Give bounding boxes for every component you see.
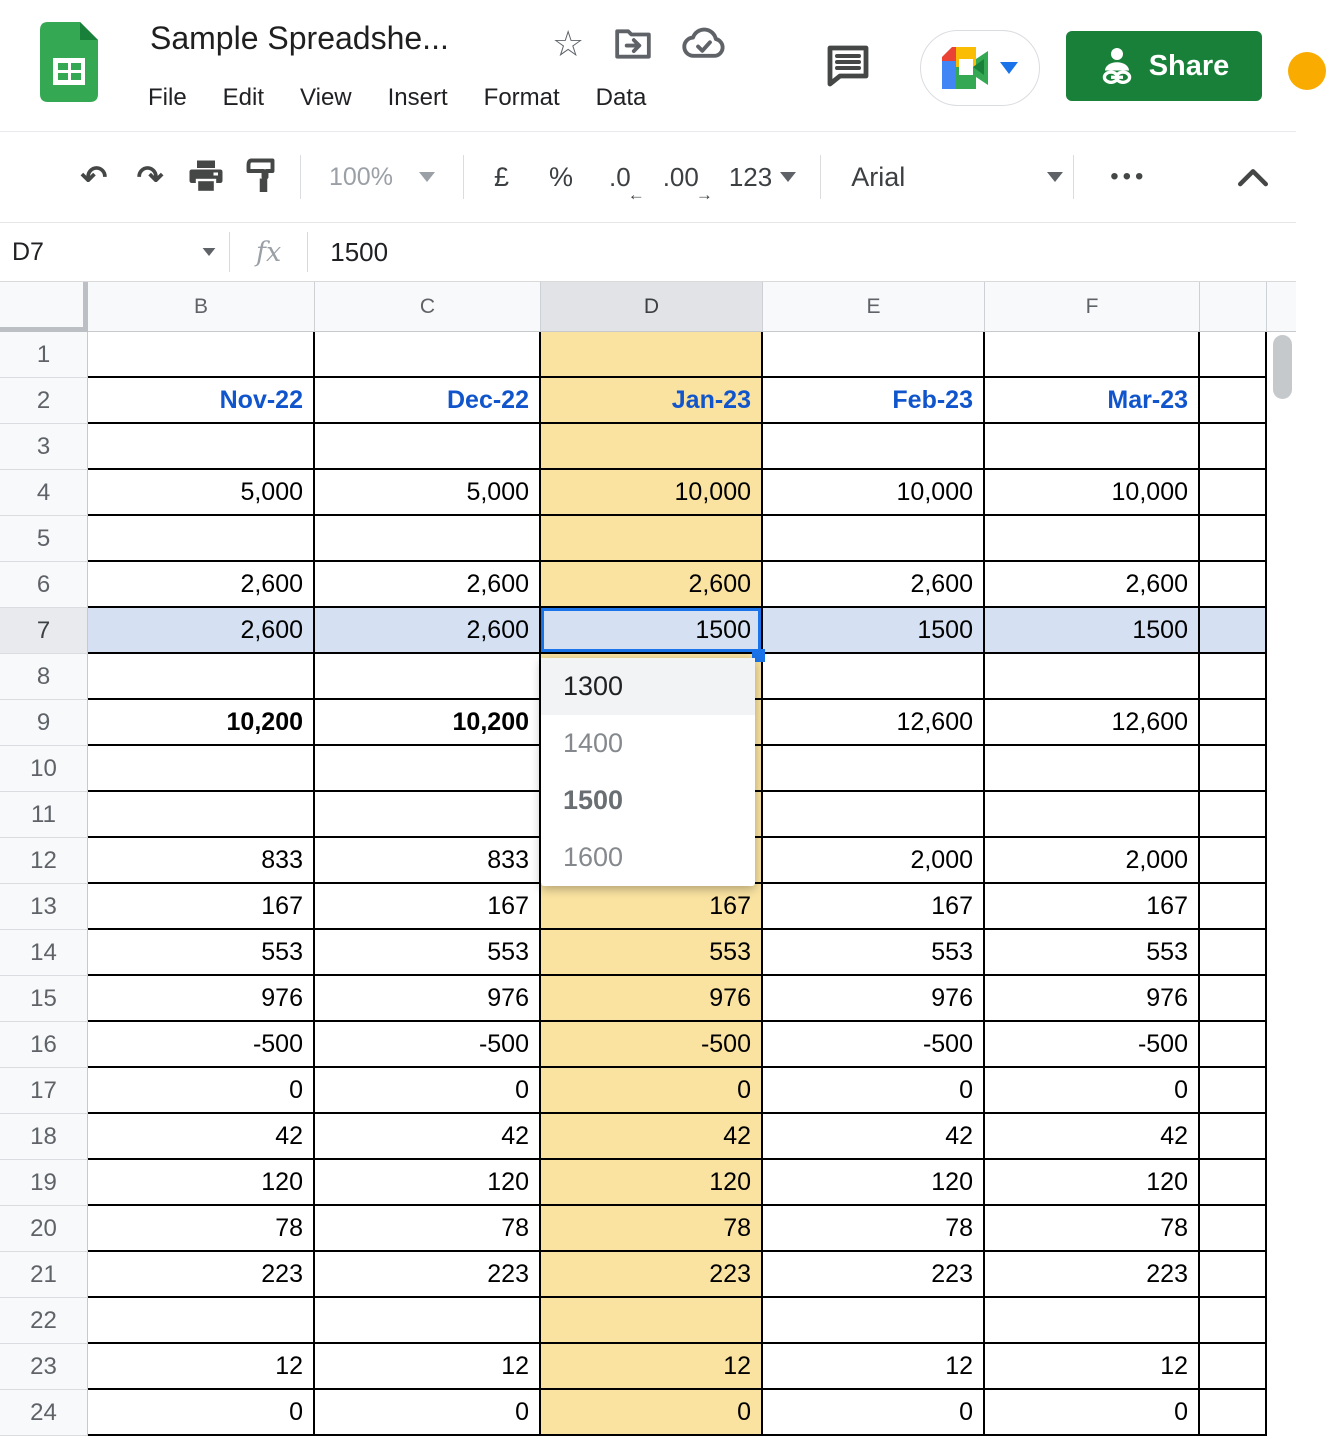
select-all-corner[interactable] [0, 282, 88, 332]
cell-B21[interactable]: 223 [88, 1252, 315, 1298]
cell-G14[interactable] [1200, 930, 1267, 976]
grid-row-3 [0, 424, 1296, 470]
cell-C13[interactable]: 167 [315, 884, 541, 930]
chevron-up-icon [1236, 166, 1270, 188]
star-icon[interactable]: ☆ [552, 23, 585, 64]
grid-row-17 [0, 1068, 1296, 1114]
row-header-18[interactable]: 18 [0, 1114, 88, 1160]
cell-C19[interactable]: 120 [315, 1160, 541, 1206]
cell-G2[interactable] [1200, 378, 1267, 424]
grid-row-15 [0, 976, 1296, 1022]
cell-F2[interactable]: Mar-23 [985, 378, 1200, 424]
grid-row-1 [0, 332, 1296, 378]
undo-button[interactable] [66, 149, 122, 205]
print-button[interactable] [178, 149, 234, 205]
column-header-G[interactable] [1200, 282, 1267, 332]
cell-D15[interactable]: 976 [541, 976, 763, 1022]
cell-E18[interactable]: 42 [763, 1114, 985, 1160]
cell-D13[interactable]: 167 [541, 884, 763, 930]
cell-C20[interactable]: 78 [315, 1206, 541, 1252]
cell-G7[interactable] [1200, 608, 1267, 654]
cell-B4[interactable]: 5,000 [88, 470, 315, 516]
meet-icon [942, 47, 992, 89]
cell-F14[interactable]: 553 [985, 930, 1200, 976]
row-header-20[interactable]: 20 [0, 1206, 88, 1252]
cell-C6[interactable]: 2,600 [315, 562, 541, 608]
cell-C7[interactable]: 2,600 [315, 608, 541, 654]
row-header-14[interactable]: 14 [0, 930, 88, 976]
cell-C4[interactable]: 5,000 [315, 470, 541, 516]
cell-C10[interactable] [315, 746, 541, 792]
cell-D24[interactable]: 0 [541, 1390, 763, 1436]
cell-C22[interactable] [315, 1298, 541, 1344]
cell-B3[interactable] [88, 424, 315, 470]
cell-B22[interactable] [88, 1298, 315, 1344]
row-header-9[interactable]: 9 [0, 700, 88, 746]
cell-G24[interactable] [1200, 1390, 1267, 1436]
cell-D1[interactable] [541, 332, 763, 378]
meet-dropdown-caret[interactable] [1000, 62, 1018, 74]
cell-C5[interactable] [315, 516, 541, 562]
cell-G17[interactable] [1200, 1068, 1267, 1114]
zoom-control[interactable] [311, 163, 453, 192]
avatar[interactable] [1288, 52, 1326, 90]
cell-B13[interactable]: 167 [88, 884, 315, 930]
cell-B19[interactable]: 120 [88, 1160, 315, 1206]
grid-row-20 [0, 1206, 1296, 1252]
cell-E11[interactable] [763, 792, 985, 838]
row-header-6[interactable]: 6 [0, 562, 88, 608]
comments-icon[interactable] [824, 42, 872, 90]
menu-view[interactable]: View [300, 84, 352, 111]
formats-caret-icon [780, 172, 796, 182]
cell-D4[interactable]: 10,000 [541, 470, 763, 516]
cloud-saved-icon[interactable] [682, 27, 726, 61]
cell-D14[interactable]: 553 [541, 930, 763, 976]
arrow-left-icon: ← [627, 184, 645, 204]
column-header-E[interactable]: E [763, 282, 985, 332]
cell-E16[interactable]: -500 [763, 1022, 985, 1068]
cell-G23[interactable] [1200, 1344, 1267, 1390]
cell-E7[interactable]: 1500 [763, 608, 985, 654]
collapse-toolbar-button[interactable] [1236, 166, 1270, 188]
cell-B5[interactable] [88, 516, 315, 562]
grid-row-7 [0, 608, 1296, 654]
cell-F19[interactable]: 120 [985, 1160, 1200, 1206]
cell-E12[interactable]: 2,000 [763, 838, 985, 884]
vertical-scrollbar-thumb[interactable] [1273, 335, 1292, 399]
cell-E6[interactable]: 2,600 [763, 562, 985, 608]
cell-F13[interactable]: 167 [985, 884, 1200, 930]
cell-G1[interactable] [1200, 332, 1267, 378]
cell-C21[interactable]: 223 [315, 1252, 541, 1298]
column-header-C[interactable]: C [315, 282, 541, 332]
cell-F7[interactable]: 1500 [985, 608, 1200, 654]
grid-row-19 [0, 1160, 1296, 1206]
cell-E14[interactable]: 553 [763, 930, 985, 976]
grid-row-14 [0, 930, 1296, 976]
paint-format-icon [245, 159, 279, 195]
cell-D22[interactable] [541, 1298, 763, 1344]
menu-edit[interactable]: Edit [222, 84, 265, 111]
cell-C17[interactable]: 0 [315, 1068, 541, 1114]
grid-row-18 [0, 1114, 1296, 1160]
zoom-caret-icon [419, 172, 435, 182]
row-header-2[interactable]: 2 [0, 378, 88, 424]
cell-C14[interactable]: 553 [315, 930, 541, 976]
cell-reference: D7 [12, 237, 44, 266]
menu-format[interactable]: Format [483, 84, 560, 111]
cell-B24[interactable]: 0 [88, 1390, 315, 1436]
cell-G15[interactable] [1200, 976, 1267, 1022]
cell-D19[interactable]: 120 [541, 1160, 763, 1206]
name-box[interactable] [0, 238, 217, 267]
cell-G16[interactable] [1200, 1022, 1267, 1068]
cell-E21[interactable]: 223 [763, 1252, 985, 1298]
cell-C1[interactable] [315, 332, 541, 378]
currency-format-button[interactable]: £ [493, 161, 509, 192]
cell-F15[interactable]: 976 [985, 976, 1200, 1022]
cell-B15[interactable]: 976 [88, 976, 315, 1022]
cell-D21[interactable]: 223 [541, 1252, 763, 1298]
cell-F12[interactable]: 2,000 [985, 838, 1200, 884]
cell-F8[interactable] [985, 654, 1200, 700]
cell-E10[interactable] [763, 746, 985, 792]
font-selector[interactable] [851, 162, 1063, 193]
row-header-4[interactable]: 4 [0, 470, 88, 516]
cell-E15[interactable]: 976 [763, 976, 985, 1022]
redo-button[interactable] [122, 149, 178, 205]
cell-B12[interactable]: 833 [88, 838, 315, 884]
name-box-caret-icon [203, 248, 216, 256]
cell-E19[interactable]: 120 [763, 1160, 985, 1206]
cell-F16[interactable]: -500 [985, 1022, 1200, 1068]
grid-row-22 [0, 1298, 1296, 1344]
cell-G21[interactable] [1200, 1252, 1267, 1298]
cell-D16[interactable]: -500 [541, 1022, 763, 1068]
menubar [148, 84, 646, 112]
cell-D2[interactable]: Jan-23 [541, 378, 763, 424]
paint-format-button[interactable] [234, 149, 290, 205]
cell-E17[interactable]: 0 [763, 1068, 985, 1114]
zoom-value: 100% [329, 162, 393, 191]
row-header-5[interactable]: 5 [0, 516, 88, 562]
cell-E3[interactable] [763, 424, 985, 470]
cell-E23[interactable]: 12 [763, 1344, 985, 1390]
header-gutter [1267, 282, 1296, 332]
cell-E13[interactable]: 167 [763, 884, 985, 930]
cell-G9[interactable] [1200, 700, 1267, 746]
cell-F20[interactable]: 78 [985, 1206, 1200, 1252]
cell-F24[interactable]: 0 [985, 1390, 1200, 1436]
row-header-10[interactable]: 10 [0, 746, 88, 792]
cell-C9[interactable]: 10,200 [315, 700, 541, 746]
cell-G4[interactable] [1200, 470, 1267, 516]
row-header-16[interactable]: 16 [0, 1022, 88, 1068]
dropdown-option-1600[interactable]: 1600 [563, 842, 624, 872]
meet-button[interactable] [920, 30, 1040, 106]
row-header-22[interactable]: 22 [0, 1298, 88, 1344]
share-person-link-icon [1099, 46, 1135, 86]
print-icon [188, 160, 224, 194]
grid-row-4 [0, 470, 1296, 516]
spreadsheet-grid [0, 282, 1296, 1426]
grid-row-2 [0, 378, 1296, 424]
cell-B11[interactable] [88, 792, 315, 838]
cell-C11[interactable] [315, 792, 541, 838]
cell-B9[interactable]: 10,200 [88, 700, 315, 746]
cell-D6[interactable]: 2,600 [541, 562, 763, 608]
undo-icon: ↶ [80, 159, 108, 195]
cell-C3[interactable] [315, 424, 541, 470]
cell-F17[interactable]: 0 [985, 1068, 1200, 1114]
row-header-13[interactable]: 13 [0, 884, 88, 930]
cell-F9[interactable]: 12,600 [985, 700, 1200, 746]
cell-B1[interactable] [88, 332, 315, 378]
cell-G6[interactable] [1200, 562, 1267, 608]
decrease-decimal-button[interactable]: .0 ← [609, 161, 645, 204]
cell-G20[interactable] [1200, 1206, 1267, 1252]
font-caret-icon [1047, 172, 1063, 182]
move-to-folder-icon[interactable] [614, 27, 652, 61]
cell-D3[interactable] [541, 424, 763, 470]
row-header-21[interactable]: 21 [0, 1252, 88, 1298]
cell-B18[interactable]: 42 [88, 1114, 315, 1160]
titlebar [0, 0, 1296, 132]
cell-C12[interactable]: 833 [315, 838, 541, 884]
cell-G22[interactable] [1200, 1298, 1267, 1344]
cell-F22[interactable] [985, 1298, 1200, 1344]
cell-F23[interactable]: 12 [985, 1344, 1200, 1390]
increase-decimal-button[interactable]: .00 → [662, 161, 713, 204]
cell-B6[interactable]: 2,600 [88, 562, 315, 608]
cell-C16[interactable]: -500 [315, 1022, 541, 1068]
cell-D17[interactable]: 0 [541, 1068, 763, 1114]
arrow-right-icon: → [695, 184, 713, 204]
dropdown-option-1400[interactable]: 1400 [563, 728, 624, 758]
cell-B2[interactable]: Nov-22 [88, 378, 315, 424]
cell-F3[interactable] [985, 424, 1200, 470]
row-header-17[interactable]: 17 [0, 1068, 88, 1114]
menu-file[interactable]: File [148, 84, 187, 111]
cell-F5[interactable] [985, 516, 1200, 562]
cell-G11[interactable] [1200, 792, 1267, 838]
column-headers [0, 282, 1296, 332]
cell-C24[interactable]: 0 [315, 1390, 541, 1436]
cell-G19[interactable] [1200, 1160, 1267, 1206]
row-header-24[interactable]: 24 [0, 1390, 88, 1436]
cell-G10[interactable] [1200, 746, 1267, 792]
toolbar-more-button[interactable]: ••• [1110, 163, 1148, 190]
row-header-3[interactable]: 3 [0, 424, 88, 470]
cell-E22[interactable] [763, 1298, 985, 1344]
column-header-B[interactable]: B [88, 282, 315, 332]
cell-F18[interactable]: 42 [985, 1114, 1200, 1160]
cell-D23[interactable]: 12 [541, 1344, 763, 1390]
cell-G13[interactable] [1200, 884, 1267, 930]
grid-row-6 [0, 562, 1296, 608]
cell-B20[interactable]: 78 [88, 1206, 315, 1252]
row-header-11[interactable]: 11 [0, 792, 88, 838]
redo-icon: ↷ [136, 159, 164, 195]
grid-row-5 [0, 516, 1296, 562]
share-label: Share [1148, 49, 1230, 82]
share-button[interactable] [1066, 31, 1262, 101]
cell-E20[interactable]: 78 [763, 1206, 985, 1252]
cell-F1[interactable] [985, 332, 1200, 378]
fx-icon: fx [256, 236, 282, 268]
cell-F6[interactable]: 2,600 [985, 562, 1200, 608]
cell-C18[interactable]: 42 [315, 1114, 541, 1160]
cell-B7[interactable]: 2,600 [88, 608, 315, 654]
column-header-D[interactable]: D [541, 282, 763, 332]
cell-F11[interactable] [985, 792, 1200, 838]
cell-D18[interactable]: 42 [541, 1114, 763, 1160]
cell-B17[interactable]: 0 [88, 1068, 315, 1114]
cell-F10[interactable] [985, 746, 1200, 792]
cell-B14[interactable]: 553 [88, 930, 315, 976]
formula-bar [0, 222, 1296, 282]
cell-E24[interactable]: 0 [763, 1390, 985, 1436]
cell-F21[interactable]: 223 [985, 1252, 1200, 1298]
cell-B16[interactable]: -500 [88, 1022, 315, 1068]
cell-B10[interactable] [88, 746, 315, 792]
cell-C15[interactable]: 976 [315, 976, 541, 1022]
grid-row-23 [0, 1344, 1296, 1390]
formula-input[interactable]: 1500 [330, 236, 389, 267]
grid-row-21 [0, 1252, 1296, 1298]
cell-E1[interactable] [763, 332, 985, 378]
row-header-12[interactable]: 12 [0, 838, 88, 884]
row-header-7[interactable]: 7 [0, 608, 88, 654]
grid-row-16 [0, 1022, 1296, 1068]
dropdown-option-1500[interactable]: 1500 [563, 785, 624, 815]
cell-B8[interactable] [88, 654, 315, 700]
cell-C2[interactable]: Dec-22 [315, 378, 541, 424]
cell-G8[interactable] [1200, 654, 1267, 700]
document-title[interactable]: Sample Spreadshe... [150, 20, 449, 56]
cell-D5[interactable] [541, 516, 763, 562]
cell-G12[interactable] [1200, 838, 1267, 884]
cell-E2[interactable]: Feb-23 [763, 378, 985, 424]
cell-E9[interactable]: 12,600 [763, 700, 985, 746]
row-header-8[interactable]: 8 [0, 654, 88, 700]
selected-cell-D7[interactable]: 1500 [541, 608, 763, 654]
autocomplete-dropdown [541, 658, 755, 886]
cell-C23[interactable]: 12 [315, 1344, 541, 1390]
cell-G3[interactable] [1200, 424, 1267, 470]
font-name: Arial [851, 161, 906, 192]
toolbar [0, 132, 1296, 222]
row-header-19[interactable]: 19 [0, 1160, 88, 1206]
menu-data[interactable]: Data [595, 84, 647, 111]
percent-format-button[interactable]: % [548, 161, 573, 192]
cell-E5[interactable] [763, 516, 985, 562]
cell-B23[interactable]: 12 [88, 1344, 315, 1390]
row-header-23[interactable]: 23 [0, 1344, 88, 1390]
row-header-1[interactable]: 1 [0, 332, 88, 378]
more-formats-button[interactable]: 123 [715, 162, 810, 193]
column-header-F[interactable]: F [985, 282, 1200, 332]
cell-G5[interactable] [1200, 516, 1267, 562]
cell-G18[interactable] [1200, 1114, 1267, 1160]
cell-D20[interactable]: 78 [541, 1206, 763, 1252]
row-header-15[interactable]: 15 [0, 976, 88, 1022]
grid-row-13 [0, 884, 1296, 930]
cell-C8[interactable] [315, 654, 541, 700]
dropdown-option-1300[interactable]: 1300 [541, 658, 755, 715]
grid-row-24 [0, 1390, 1296, 1436]
menu-insert[interactable]: Insert [387, 84, 448, 111]
cell-E8[interactable] [763, 654, 985, 700]
sheets-logo-icon[interactable] [40, 22, 98, 102]
cell-E4[interactable]: 10,000 [763, 470, 985, 516]
cell-F4[interactable]: 10,000 [985, 470, 1200, 516]
